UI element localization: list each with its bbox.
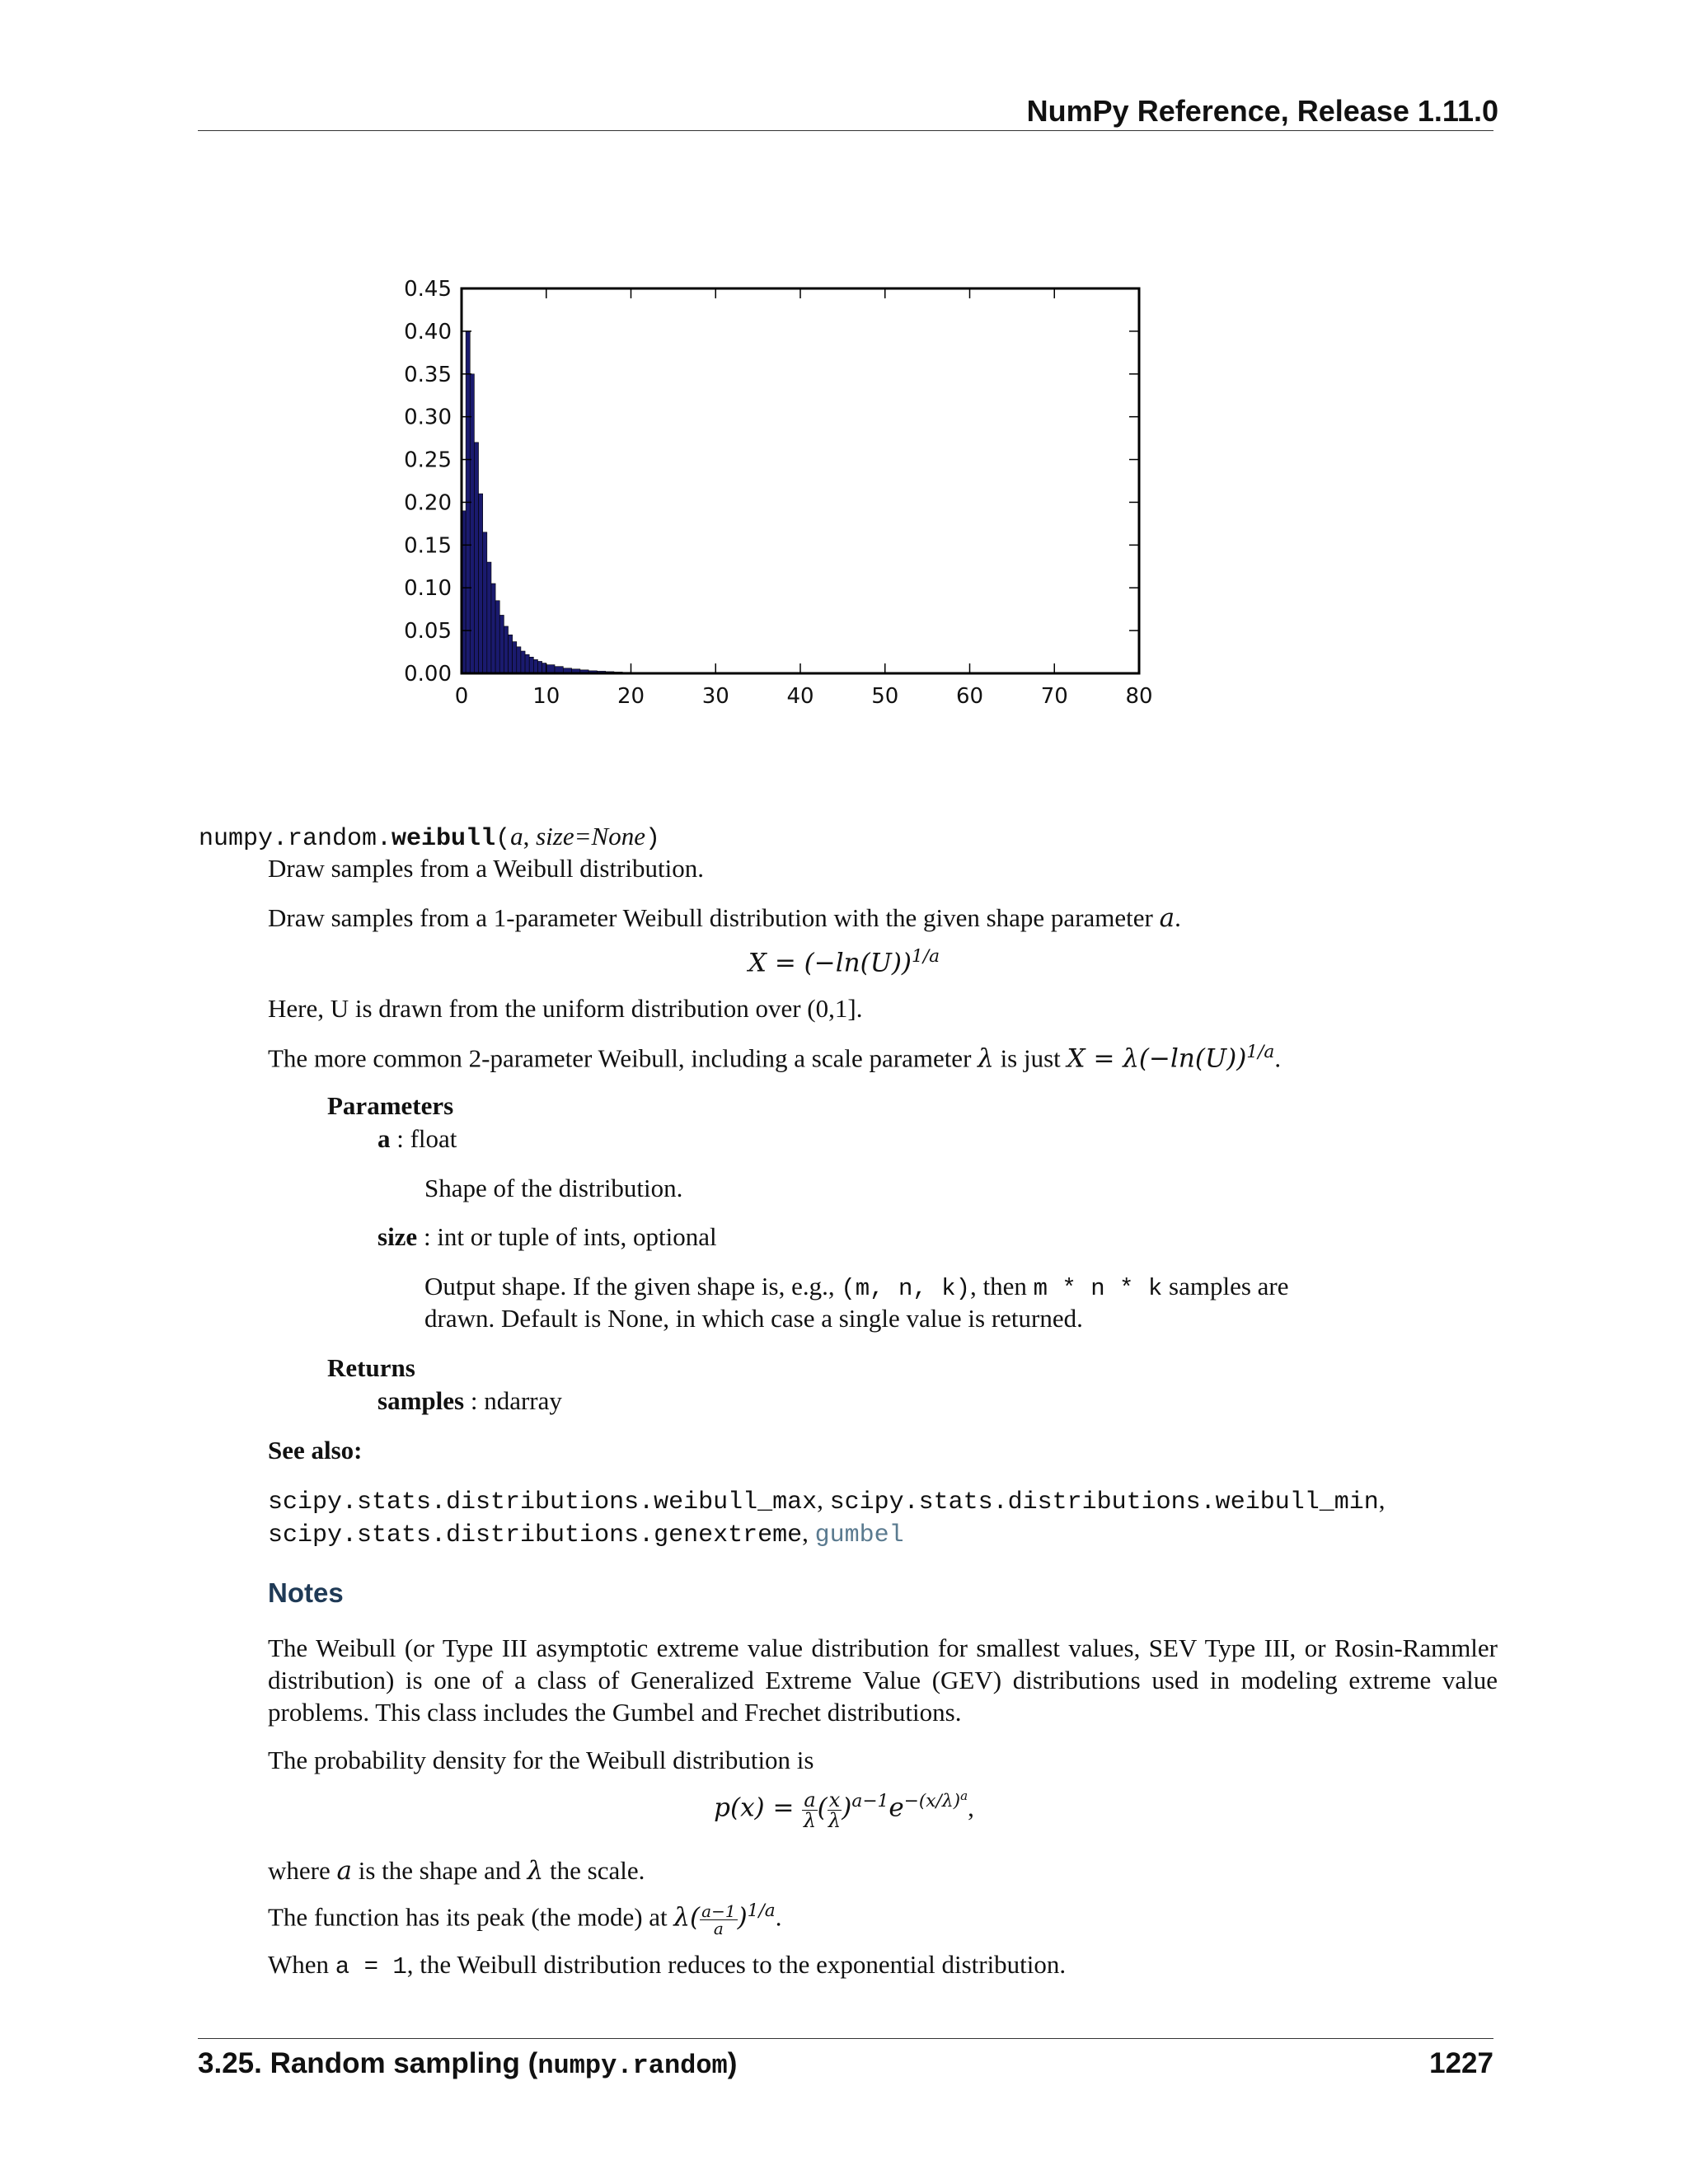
two-param-text-b: is just [993, 1043, 1067, 1073]
x-tick-label: 70 [1040, 684, 1068, 709]
x-tick-label: 60 [955, 684, 984, 709]
pdf-end: , [968, 1793, 974, 1822]
param-size-desc-1: Output shape. If the given shape is, e.g., [424, 1272, 842, 1301]
notes-paragraph-2: The probability density for the Weibull distribution is [268, 1746, 814, 1774]
histogram-bar [483, 532, 487, 673]
returns-item [377, 1386, 562, 1416]
description-param: a [1159, 903, 1175, 933]
histogram-bar [479, 494, 483, 673]
description [268, 903, 1181, 933]
description-text: Draw samples from a 1-parameter Weibull distribution with the given shape parameter [268, 903, 1160, 932]
y-tick-label: 0.30 [404, 405, 452, 430]
returns-heading: Returns [327, 1353, 415, 1382]
two-param-lambda: λ [978, 1043, 994, 1074]
two-param-text-a: The more common 2-parameter Weibull, including a scale parameter [268, 1043, 978, 1073]
see-also-trail: , [1378, 1485, 1386, 1514]
pdf-den-1: λ [803, 1808, 817, 1832]
footer-page-number: 1227 [1429, 2047, 1493, 2079]
histogram-bar [533, 659, 537, 673]
footer-section [198, 2047, 737, 2081]
para5-a: When [268, 1950, 335, 1979]
sig-open-paren: ( [495, 825, 511, 853]
see-also-sep-2: , [802, 1518, 815, 1547]
histogram-bar [529, 657, 533, 673]
param-a-type: : float [390, 1124, 457, 1153]
footer-section-code: numpy.random [537, 2050, 728, 2081]
x-tick-label: 20 [617, 684, 645, 709]
param-size-desc [424, 1272, 1288, 1302]
notes-heading: Notes [268, 1577, 344, 1608]
histogram-bar [499, 615, 504, 673]
histogram-bar [509, 635, 513, 673]
param-size-desc-2: , then [970, 1272, 1034, 1301]
two-param-formula: X = λ(−ln(U)) [1067, 1043, 1247, 1074]
x-tick-label: 40 [786, 684, 814, 709]
page-header-title: NumPy Reference, Release 1.11.0 [1026, 94, 1498, 128]
plot-frame [462, 288, 1139, 673]
param-size-desc-line2: drawn. Default is None, in which case a single value is returned. [424, 1304, 1083, 1333]
pdf-lhs: p(x) = [714, 1793, 803, 1823]
param-a [377, 1124, 457, 1154]
footer-section-prefix: 3.25. Random sampling ( [198, 2047, 538, 2079]
param-a-name: a [377, 1124, 391, 1153]
pdf-den-2: λ [828, 1808, 842, 1832]
histogram-bar [517, 647, 521, 673]
histogram-bar [521, 651, 525, 673]
para4-num: a−1 [701, 1900, 736, 1921]
returns-type: : ndarray [464, 1386, 562, 1415]
param-size-code-1: (m, n, k) [841, 1275, 970, 1302]
pdf-formula: p(x) = $\frac{a}{\lambda}$ ( $\frac{x}{\lambda}$ )$^{a-1}e^{-(x/\lambda)^a}$, [714, 1788, 974, 1832]
histogram-bar [537, 661, 542, 673]
y-tick-label: 0.40 [404, 319, 452, 344]
x-tick-label: 0 [454, 684, 469, 709]
pdf-num-1: a [804, 1788, 816, 1811]
para3-var-a: a [336, 1856, 352, 1886]
param-size-desc-3: samples are [1162, 1272, 1289, 1301]
para4-a: The function has its peak (the mode) at [268, 1902, 674, 1932]
formula-1-body: X = (−ln(U)) [748, 948, 912, 978]
notes-paragraph-5 [268, 1950, 1066, 1980]
notes-paragraph-4 [268, 1900, 781, 1937]
notes-paragraph-3 [268, 1856, 645, 1886]
two-param-text [268, 1042, 1281, 1073]
y-tick-label: 0.20 [404, 490, 452, 516]
y-tick-label: 0.45 [404, 277, 452, 302]
para4-end: . [775, 1902, 782, 1932]
see-also-gumbel-link[interactable]: gumbel [814, 1521, 904, 1549]
pdf-num-2: x [828, 1788, 841, 1811]
x-tick-label: 80 [1125, 684, 1153, 709]
see-also-weibull-min-link[interactable]: scipy.stats.distributions.weibull_min [829, 1488, 1379, 1516]
histogram-bar [525, 654, 529, 673]
para3-b: is the shape and [351, 1856, 528, 1885]
para3-c: the scale. [543, 1856, 645, 1885]
y-tick-label: 0.25 [404, 448, 452, 473]
histogram-bar [504, 626, 508, 673]
param-size-code-2: m * n * k [1033, 1275, 1163, 1302]
formula-1-exponent: 1/a [912, 946, 940, 967]
y-tick-label: 0.15 [404, 533, 452, 559]
returns-name: samples [377, 1386, 465, 1415]
formula-1 [0, 946, 1688, 977]
histogram-bar [470, 374, 474, 673]
sig-function: weibull [392, 825, 496, 853]
see-also-weibull-max-link[interactable]: scipy.stats.distributions.weibull_max [268, 1488, 818, 1516]
sig-close-paren: ) [645, 825, 660, 853]
x-tick-label: 10 [532, 684, 560, 709]
param-size-name: size [377, 1222, 418, 1251]
histogram-bar [491, 583, 495, 673]
header-rule [198, 130, 1493, 131]
see-also-genextreme-link[interactable]: scipy.stats.distributions.genextreme [268, 1521, 803, 1549]
see-also-sep-1: , [817, 1485, 830, 1514]
pdf-exp-2-sup: a [960, 1788, 968, 1803]
histogram-bar [487, 562, 491, 673]
sig-module: numpy.random. [199, 825, 392, 853]
pdf-exp-2: −(x/λ) [903, 1791, 961, 1812]
param-a-desc: Shape of the distribution. [424, 1174, 683, 1202]
function-signature [199, 822, 660, 853]
description-end: . [1175, 903, 1181, 932]
para5-code: a = 1 [335, 1953, 407, 1980]
para4-close: ) [737, 1902, 748, 1933]
uniform-text: Here, U is drawn from the uniform distribution over (0,1]. [268, 994, 863, 1023]
parameters-heading: Parameters [327, 1091, 454, 1120]
para4-lambda: λ( [673, 1902, 701, 1933]
summary: Draw samples from a Weibull distribution. [268, 854, 705, 883]
see-also-line-1 [268, 1485, 1385, 1516]
sig-sep: , [523, 822, 537, 851]
histogram-bar [474, 443, 478, 673]
y-tick-label: 0.35 [404, 362, 452, 387]
pdf-exp-1: a−1 [851, 1791, 889, 1812]
two-param-exponent: 1/a [1246, 1042, 1275, 1062]
footer-rule [198, 2038, 1493, 2039]
para3-a: where [268, 1856, 337, 1885]
x-tick-label: 30 [701, 684, 729, 709]
pdf-e: e [889, 1793, 904, 1823]
weibull-histogram-chart [379, 264, 1154, 709]
sig-param-size: size=None [536, 822, 645, 851]
para3-lambda: λ [527, 1856, 544, 1886]
histogram-bar [542, 663, 546, 673]
x-tick-label: 50 [871, 684, 899, 709]
y-tick-label: 0.05 [404, 619, 452, 644]
param-size-type: : int or tuple of ints, optional [417, 1222, 717, 1251]
footer-section-suffix: ) [727, 2047, 738, 2079]
histogram-bar [513, 642, 517, 673]
two-param-end: . [1274, 1043, 1282, 1073]
see-also-heading: See also: [268, 1436, 363, 1465]
para4-exp: 1/a [747, 1900, 776, 1921]
y-tick-label: 0.00 [404, 662, 452, 687]
para4-den: a [713, 1918, 724, 1938]
notes-paragraph-1: The Weibull (or Type III asymptotic extreme value distribution for smallest values, SEV Type III, or Rosin-Rammler distribution) is one of a class of Generalized Extreme Value (GEV) distributions used in modeling extreme value problems. This class includes the Gumbel and Frechet distributions. [268, 1633, 1498, 1727]
see-also-line-2 [268, 1518, 904, 1549]
y-tick-label: 0.10 [404, 576, 452, 602]
para5-b: , the Weibull distribution reduces to the exponential distribution. [406, 1950, 1067, 1979]
sig-param-a: a [510, 822, 523, 851]
histogram-bar [495, 601, 499, 673]
param-size [377, 1222, 717, 1252]
histogram-bar [546, 665, 555, 673]
